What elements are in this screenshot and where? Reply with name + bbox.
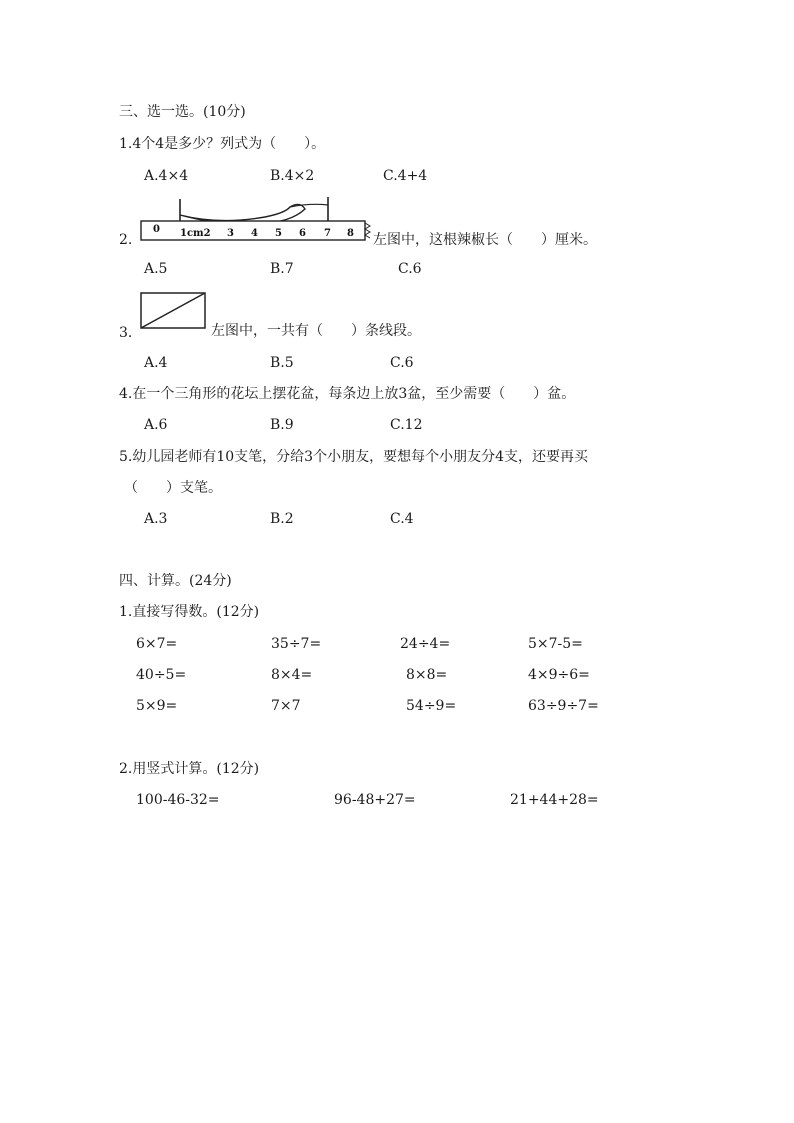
q1-option-a: A.4×4 [144,168,189,184]
rectangle-diagonal-figure [140,292,208,330]
q4-option-c: C.12 [390,417,423,433]
q3-number: 3. [119,325,133,341]
q3-option-b: B.5 [270,355,294,371]
calc-r3-c4: 63÷9÷7= [528,698,599,714]
q2-option-b: B.7 [270,261,294,277]
calc-r2-c4: 4×9÷6= [528,667,590,683]
vertical-calc-3: 21+44+28= [510,792,599,808]
part1-title: 1.直接写得数。(12分) [119,604,260,620]
ruler-label-8: 8 [347,228,354,239]
calc-r2-c2: 8×4= [271,667,313,683]
q4-option-a: A.6 [144,417,168,433]
q2-number: 2. [119,232,133,248]
q5-option-b: B.2 [270,511,294,527]
part2-title: 2.用竖式计算。(12分) [119,761,260,777]
q2-stem: 左图中，这根辣椒长（ ）厘米。 [373,232,597,248]
ruler-label-1cm2: 1cm2 [180,228,211,239]
q5-stem: 5.幼儿园老师有10支笔，分给3个小朋友，要想每个小朋友分4支，还要再买 [119,449,588,465]
q3-option-a: A.4 [144,355,168,371]
q4-option-b: B.9 [270,417,294,433]
q5-option-c: C.4 [390,511,414,527]
q5-option-a: A.3 [144,511,168,527]
calc-r3-c3: 54÷9= [406,698,457,714]
calc-r1-c3: 24÷4= [400,636,451,652]
ruler-chili-figure [140,195,372,243]
q2-option-a: A.5 [144,261,168,277]
q1-option-c: C.4+4 [383,168,428,184]
calc-r1-c2: 35÷7= [271,636,322,652]
calc-r1-c1: 6×7= [136,636,178,652]
ruler-label-4: 4 [251,228,258,239]
ruler-label-3: 3 [227,228,234,239]
ruler-label-5: 5 [275,228,282,239]
q1-option-b: B.4×2 [270,168,315,184]
section4-heading: 四、计算。(24分) [119,573,232,589]
calc-r2-c1: 40÷5= [136,667,187,683]
calc-r3-c1: 5×9= [136,698,178,714]
vertical-calc-1: 100-46-32= [136,792,220,808]
q5-stem-continued: （ ）支笔。 [124,480,222,496]
ruler-label-7: 7 [324,228,331,239]
calc-r3-c2: 7×7 [271,698,301,714]
section3-heading: 三、选一选。(10分) [119,104,246,120]
ruler-label-0: 0 [153,224,160,235]
q3-stem: 左图中，一共有（ ）条线段。 [211,323,421,339]
vertical-calc-2: 96-48+27= [334,792,416,808]
q1-stem: 1.4个4是多少？列式为（ ）。 [119,136,326,152]
ruler-label-6: 6 [299,228,306,239]
calc-r1-c4: 5×7-5= [528,636,583,652]
q3-option-c: C.6 [390,355,414,371]
calc-r2-c3: 8×8= [406,667,448,683]
q2-option-c: C.6 [398,261,422,277]
q4-stem: 4.在一个三角形的花坛上摆花盆，每条边上放3盆，至少需要（ ）盆。 [119,386,576,402]
